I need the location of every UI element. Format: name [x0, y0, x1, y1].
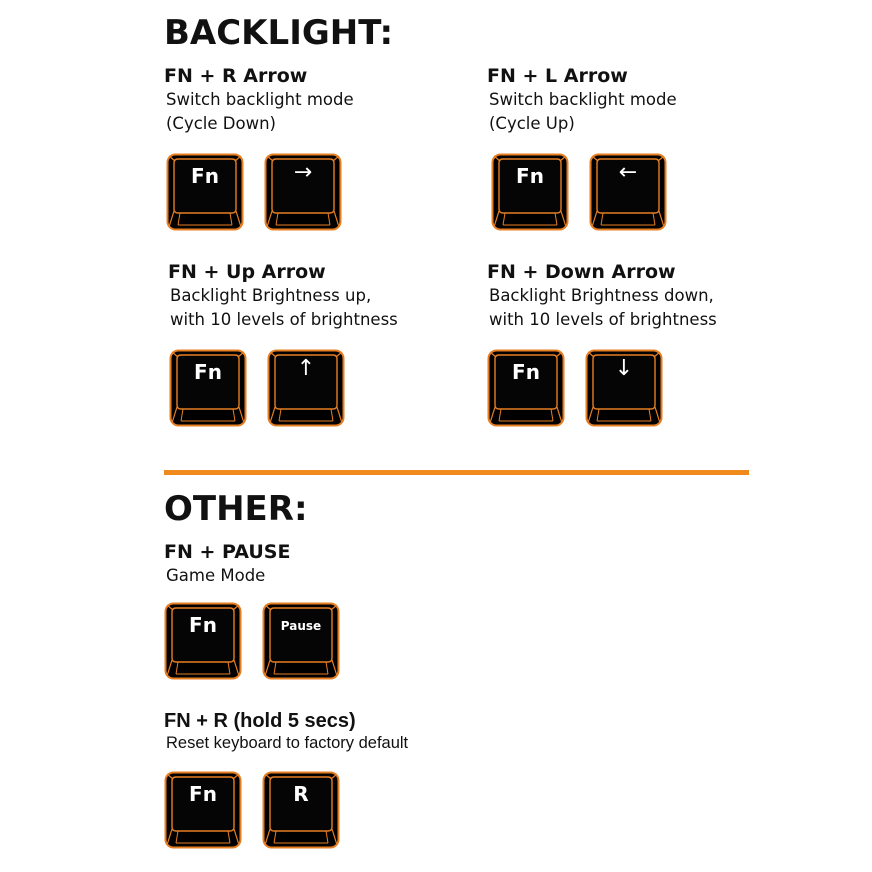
description-line: Switch backlight mode	[489, 90, 677, 109]
shortcut-fn-up-arrow	[168, 260, 398, 332]
key-label: R	[293, 782, 309, 806]
key-label: Fn	[189, 782, 217, 806]
shortcut-fn-down-arrow	[487, 260, 717, 332]
key-combo	[164, 602, 340, 680]
shortcut-fn-right-arrow	[164, 64, 354, 136]
section-divider	[164, 470, 749, 475]
other-section-title: OTHER:	[164, 489, 308, 529]
left-arrow-key	[589, 153, 667, 231]
key-combo	[169, 349, 345, 427]
key-combo	[491, 153, 667, 231]
key-label: Fn	[512, 360, 540, 384]
fn-key	[164, 602, 242, 680]
fn-key	[164, 771, 242, 849]
key-label: Fn	[191, 164, 219, 188]
key-label: Fn	[189, 613, 217, 637]
shortcut-title: FN + PAUSE	[164, 541, 291, 563]
fn-key	[487, 349, 565, 427]
description-line: (Cycle Down)	[166, 114, 276, 133]
description-line: with 10 levels of brightness	[170, 310, 398, 329]
pause-key	[262, 602, 340, 680]
description-line: with 10 levels of brightness	[489, 310, 717, 329]
fn-key	[491, 153, 569, 231]
up-arrow-key	[267, 349, 345, 427]
shortcut-description	[166, 88, 354, 136]
description-line: Switch backlight mode	[166, 90, 354, 109]
shortcut-fn-left-arrow	[487, 64, 677, 136]
description-line: Game Mode	[166, 566, 266, 585]
down-arrow-icon: ↓	[614, 356, 634, 381]
down-arrow-key	[585, 349, 663, 427]
backlight-section-title: BACKLIGHT:	[164, 13, 394, 53]
key-combo	[487, 349, 663, 427]
shortcut-title: FN + R (hold 5 secs)	[164, 710, 356, 732]
shortcut-description	[166, 731, 408, 755]
shortcut-description	[170, 284, 398, 332]
description-line: Backlight Brightness down,	[489, 286, 714, 305]
shortcut-title: FN + L Arrow	[487, 65, 628, 87]
key-combo	[164, 771, 340, 849]
shortcut-description	[489, 88, 677, 136]
shortcut-fn-pause	[164, 540, 290, 588]
shortcut-description	[166, 564, 290, 588]
description-line: Backlight Brightness up,	[170, 286, 372, 305]
right-arrow-key	[264, 153, 342, 231]
shortcut-title: FN + R Arrow	[164, 65, 308, 87]
fn-key	[166, 153, 244, 231]
left-arrow-icon: ←	[618, 160, 638, 185]
r-key	[262, 771, 340, 849]
up-arrow-icon: ↑	[296, 356, 316, 381]
right-arrow-icon: →	[293, 160, 313, 185]
keycap-shape	[262, 602, 340, 680]
shortcut-description	[489, 284, 717, 332]
shortcut-title: FN + Up Arrow	[168, 261, 326, 283]
key-label: Fn	[516, 164, 544, 188]
fn-key	[169, 349, 247, 427]
key-label: Fn	[194, 360, 222, 384]
key-combo	[166, 153, 342, 231]
shortcut-title: FN + Down Arrow	[487, 261, 676, 283]
shortcut-fn-r-hold	[164, 709, 408, 755]
description-line: Reset keyboard to factory default	[166, 734, 409, 752]
description-line: (Cycle Up)	[489, 114, 575, 133]
key-label: Pause	[280, 619, 322, 633]
